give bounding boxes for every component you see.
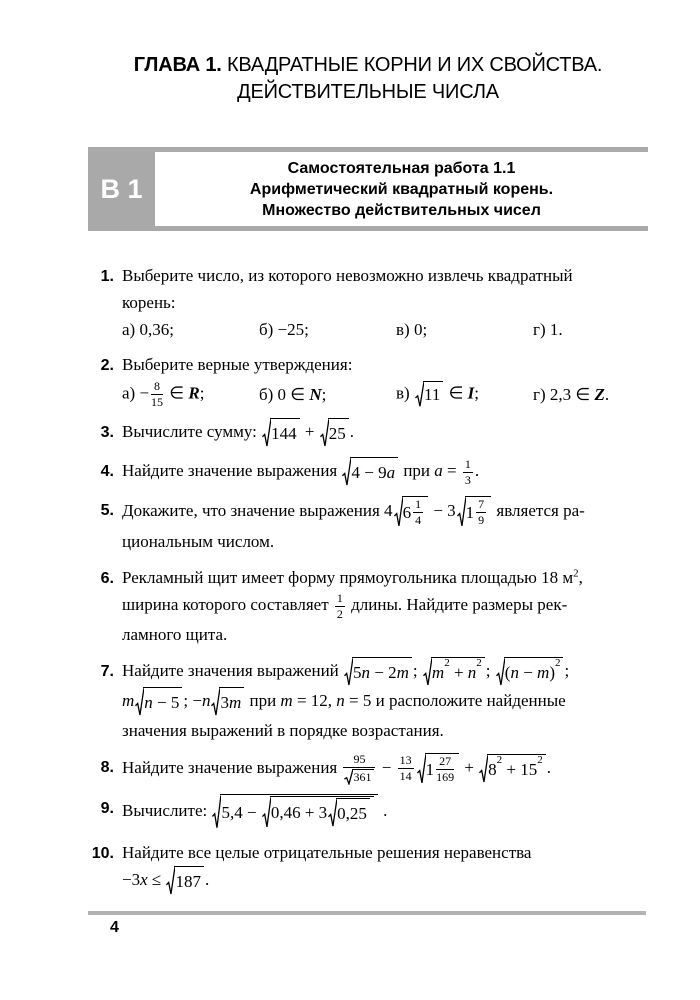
radical-icon	[344, 657, 353, 687]
problem-number: 7.	[100, 662, 114, 680]
problem-line: Найдите значение выражения $\frac{95}{361}$ − $\frac{13}{14}$ 1 $\frac{27}{169}$ + 8 2 + 15 2 .	[122, 751, 552, 784]
problem-line: значения выражений в порядке возрастания.	[122, 720, 444, 740]
radical-icon	[262, 796, 271, 829]
problem-line: Выберите число, из которого невозможно извлечь квадратный	[122, 266, 573, 285]
problem-body	[122, 753, 648, 785]
problem	[88, 564, 648, 648]
square-root: 8 2 + 15 2	[479, 754, 546, 784]
square-root: 5 n − 2 m	[344, 657, 412, 687]
problems	[88, 262, 648, 896]
problem-line: Выберите верные утверждения:	[122, 355, 353, 374]
square-root: ( n − m ) $^2$	[496, 657, 564, 687]
problem-number: 4.	[100, 463, 114, 481]
square-root: 25	[320, 418, 349, 448]
square-root: 5,4 − 0,46 + 3 0,25	[212, 794, 377, 830]
radical-icon	[262, 418, 271, 448]
content-column	[88, 0, 648, 905]
problem-line: ширина которого составляет $\frac{1}{2}$ длины. Найдите размеры рек-	[122, 590, 568, 621]
chapter-title: КВАДРАТНЫЕ КОРНИ И ИХ СВОЙСТВА.	[221, 54, 603, 76]
problem	[88, 457, 648, 487]
problem	[88, 794, 648, 830]
option-item: б) 0 ∈ N;	[259, 384, 327, 404]
options-row	[122, 380, 648, 409]
problem	[88, 839, 648, 896]
problem-line: Найдите значение выражения 4 − 9 a при a = $\frac{1}{3}$ .	[122, 456, 480, 487]
problem-line: Найдите значения выражений 5 n − 2 m ; m $^2$ + n $^2$ ; ( n − m ) $^2$ ;	[122, 657, 648, 687]
problem-number: 1.	[100, 268, 114, 285]
radical-icon	[328, 798, 337, 828]
options-row	[122, 318, 648, 342]
radical-icon	[415, 381, 424, 408]
chapter-heading-line1	[88, 52, 648, 79]
square-root: 144	[262, 418, 300, 448]
fraction: $\frac{1}{2}$	[336, 590, 343, 621]
fraction: $\frac{8}{15}$	[151, 379, 164, 409]
problem-line: циональным числом.	[122, 532, 275, 552]
radical-icon	[496, 657, 505, 687]
problem	[88, 418, 648, 448]
work-box	[88, 147, 648, 231]
option-item: в) 11 ∈ I;	[396, 381, 533, 408]
problem-line: m n − 5 ; −n 3 m при m = 12, n = 5 и расположите найденные	[122, 687, 648, 717]
fraction: $\frac{1}{4}$	[415, 497, 422, 528]
square-root: 0,25	[328, 798, 370, 828]
option-item: а) − $\frac{8}{15}$ ∈ R;	[122, 379, 205, 409]
problem-body	[122, 262, 648, 342]
chapter-label: ГЛАВА 1.	[133, 54, 222, 76]
problem-line: Вычислите: 5,4 − 0,46 + 3 0,25 .	[122, 794, 648, 830]
radical-icon	[344, 769, 353, 785]
square-root: 3 m	[211, 687, 244, 717]
problem	[88, 496, 648, 555]
radical-icon	[211, 687, 220, 717]
radical-icon	[479, 754, 488, 784]
option-item: а) 0,36;	[122, 320, 174, 339]
chapter-heading-line2: ДЕЙСТВИТЕЛЬНЫЕ ЧИСЛА	[237, 81, 499, 103]
option-item: г) 1.	[533, 320, 563, 339]
radical-icon	[212, 794, 221, 830]
problem	[88, 262, 648, 342]
problem-body	[122, 496, 648, 555]
square-root: 0,46 + 3 0,25	[262, 796, 374, 829]
fraction: $\frac{1}{3}$	[464, 456, 471, 487]
option-item: г) 2,3 ∈ Z.	[533, 384, 610, 404]
problem-body	[122, 794, 648, 830]
fraction: $\frac{95}{361}$	[343, 753, 375, 785]
problem-body	[122, 564, 648, 648]
chapter-heading	[88, 52, 648, 106]
work-title-line2: Арифметический квадратный корень.	[249, 180, 554, 198]
square-root: 361	[344, 769, 374, 785]
problem-number: 2.	[100, 357, 114, 374]
option-item: б) −25;	[259, 320, 309, 339]
problem-number: 9.	[100, 799, 114, 817]
fraction: $\frac{27}{169}$	[436, 753, 455, 784]
problem-line: −3x ≤ 187 .	[122, 866, 648, 896]
work-title-line3: Множество действительных чисел	[262, 201, 541, 219]
page-number: 4	[110, 919, 119, 936]
square-root: n − 5	[135, 687, 182, 717]
square-root: 6 $\frac{1}{4}$	[394, 496, 429, 528]
problem	[88, 753, 648, 785]
footer-rule	[88, 911, 646, 915]
problem-body	[122, 418, 648, 448]
work-title	[155, 147, 648, 231]
radical-icon	[166, 866, 175, 896]
problem-line: ламного щита.	[122, 624, 228, 644]
square-root: 11	[415, 381, 443, 408]
problem-line: Найдите все целые отрицательные решения неравенства	[122, 842, 532, 862]
problem	[88, 351, 648, 409]
radical-icon	[457, 496, 466, 528]
work-title-line1: Самостоятельная работа 1.1	[287, 159, 516, 177]
radical-icon	[342, 457, 351, 487]
square-root: 1 $\frac{7}{9}$	[457, 496, 492, 528]
fraction: $\frac{13}{14}$	[399, 753, 412, 784]
radical-icon	[423, 657, 432, 687]
problem-line: Вычислите сумму: 144 + 25 .	[122, 418, 648, 448]
square-root: 187	[166, 866, 204, 896]
option-item: в) 0;	[396, 320, 428, 339]
problem-body	[122, 657, 648, 744]
problem-line: корень:	[122, 293, 176, 312]
problem	[88, 657, 648, 744]
variant-label: В 1	[88, 147, 155, 231]
square-root: 4 − 9 a	[342, 457, 398, 487]
radical-icon	[320, 418, 329, 448]
radical-icon	[135, 687, 144, 717]
problem-body	[122, 457, 648, 487]
problem-number: 10.	[91, 844, 114, 862]
problem-line: Докажите, что значение выражения 4 6 $\frac{1}{4}$ − 3 1 $\frac{7}{9}$ является ра-	[122, 497, 585, 528]
problem-number: 8.	[100, 758, 114, 776]
problem-number: 5.	[100, 502, 114, 520]
square-root: 1 $\frac{27}{169}$	[417, 753, 460, 785]
square-root: m $^2$ + n $^2$	[423, 657, 485, 687]
problem-line: Рекламный щит имеет форму прямоугольника площадью 18 $м^2$,	[122, 567, 583, 588]
problem-number: 6.	[100, 570, 114, 588]
radical-icon	[394, 496, 403, 528]
radical-icon	[417, 753, 426, 785]
problem-number: 3.	[100, 424, 114, 441]
problem-body	[122, 839, 648, 896]
problem-body	[122, 351, 648, 409]
fraction: $\frac{7}{9}$	[478, 497, 485, 528]
